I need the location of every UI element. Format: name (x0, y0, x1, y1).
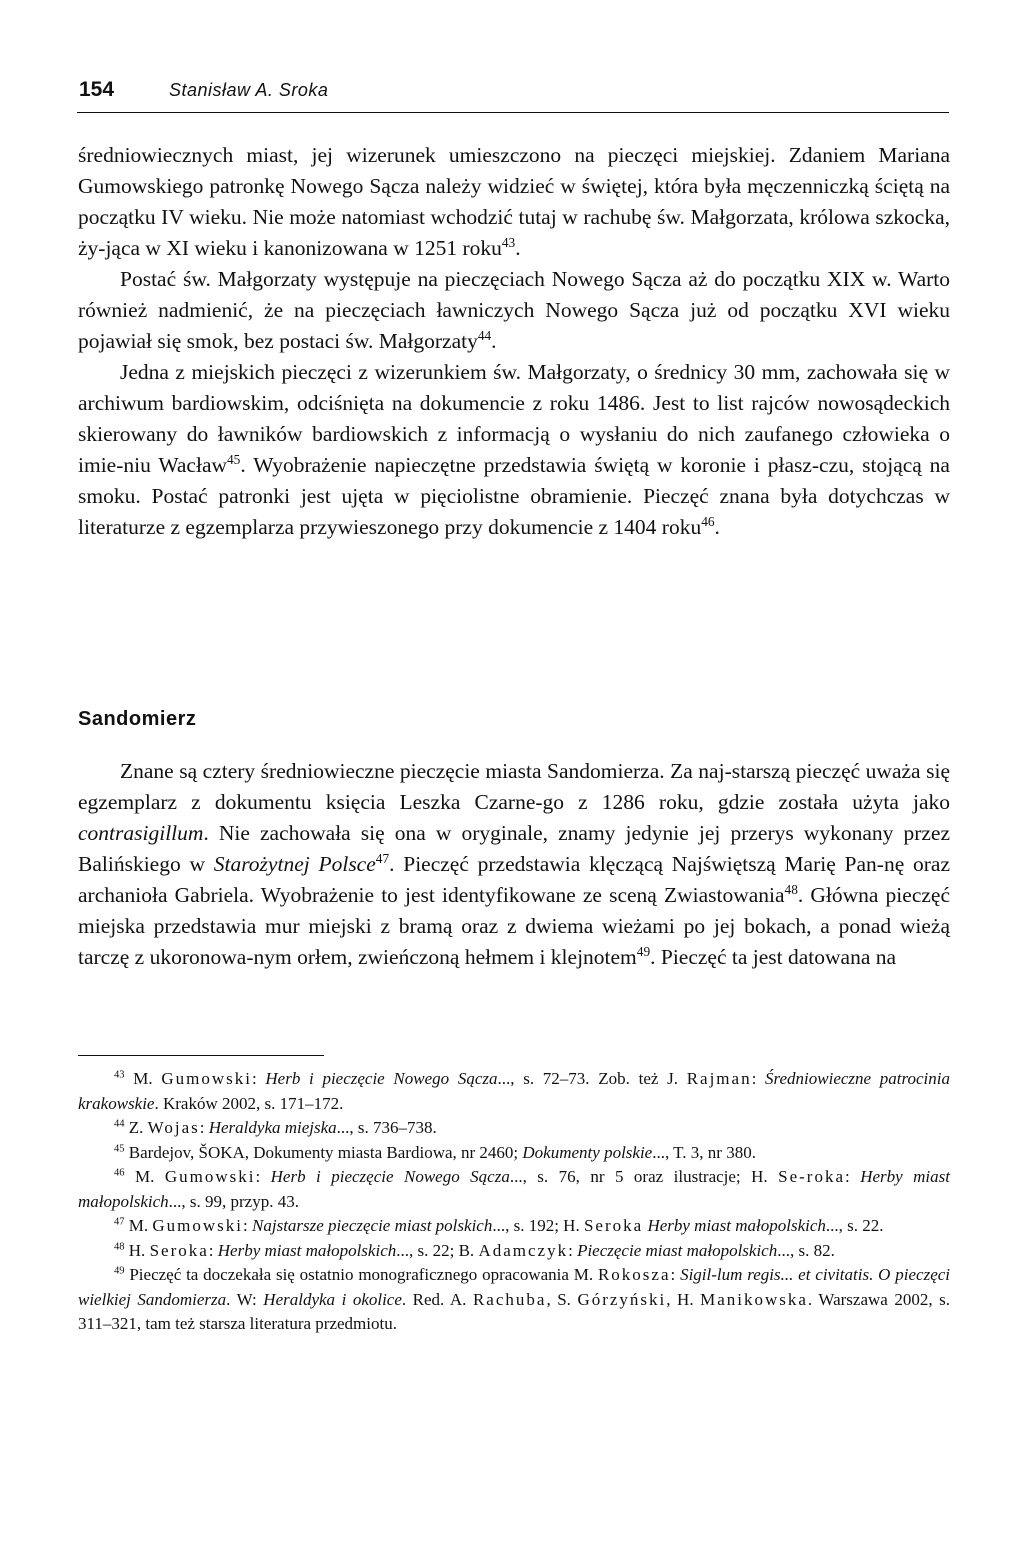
author-name: Rokosza (597, 1265, 671, 1284)
paragraph (78, 140, 950, 264)
text-run: Znane są cztery średniowieczne pieczęcie miasta Sandomierza. Za naj-starszą pieczęć uważa się egzemplarz z dokumentu księcia Leszka Czarne-go z 1286 roku, gdzie została użyta jako (78, 759, 950, 814)
text-run: Pieczęć ta doczekała się ostatnio monograficznego opracowania M. (124, 1265, 598, 1284)
work-title: Heraldyka miejska (208, 1118, 337, 1137)
text-run: , H. (666, 1289, 701, 1309)
text-run: ..., s. 192; H. (492, 1216, 584, 1235)
work-title: Herb i pieczęcie Nowego Sącza (270, 1167, 510, 1186)
text-run: : (251, 1069, 266, 1088)
footnote-number: 49 (114, 1265, 125, 1277)
text-run: : (255, 1167, 271, 1186)
text-run: . (491, 329, 497, 353)
footnote-ref[interactable]: 43 (501, 234, 516, 250)
author-name: Górzyński (577, 1289, 667, 1309)
footnote-ref[interactable]: 45 (227, 451, 241, 467)
footnote-divider (78, 1055, 324, 1056)
footnote-number: 44 (114, 1118, 125, 1130)
italic-term: contrasigillum (78, 821, 204, 845)
work-title: Herb i pieczęcie Nowego Sącza (265, 1069, 498, 1088)
text-run: : (243, 1216, 253, 1235)
text-run: . Wyobrażenie napieczętne przedstawia świętą w koronie i płasz-czu, stojącą na smoku. Postać patronki jest ujęta w pięciolistne obramienie. Pieczęć znana była dotychczas w literaturze z egzemplarza przywieszonego przy dokumencie z 1404 roku (78, 453, 950, 539)
footnote-48 (78, 1239, 950, 1264)
work-title: Dokumenty polskie (522, 1142, 653, 1162)
author-name: Rajman (686, 1069, 752, 1088)
work-title: Heraldyka i okolice (263, 1289, 402, 1309)
text-run: . Kraków 2002, s. 171–172. (154, 1093, 344, 1113)
body-text-bottom (78, 756, 950, 973)
text-run: : (751, 1069, 766, 1088)
author-name: Gumowski (164, 1167, 256, 1186)
footnote-number: 45 (114, 1142, 125, 1154)
footnote-ref[interactable]: 49 (636, 943, 651, 959)
text-run: ..., s. 22; B. (396, 1240, 479, 1260)
running-author: Stanisław A. Sroka (169, 80, 329, 100)
text-run: Postać św. Małgorzaty występuje na pieczęciach Nowego Sącza aż do początku XIX w. Warto również nadmienić, że na pieczęciach ławniczych Nowego Sącza już od początku XVI wieku pojawiał się smok, bez postaci św. Małgorzaty (78, 267, 950, 353)
footnote-ref[interactable]: 47 (375, 850, 390, 866)
footnote-number: 47 (114, 1216, 125, 1228)
footnote-ref[interactable]: 46 (701, 513, 715, 529)
text-run: . Pieczęć ta jest datowana na (650, 945, 897, 969)
text-run: ..., s. 22. (825, 1216, 884, 1235)
author-name: Rachuba (472, 1289, 547, 1309)
text-run: . Główna pieczęć miejska przedstawia mur miejski z bramą oraz z dwiema wieżami po jej bokach, a ponad wieżą tarczę z ukoronowa-nym orłem, zwieńczoną hełmem i klejnotem (78, 883, 950, 969)
author-name: Adamczyk (478, 1240, 569, 1260)
author-name: Gumowski (152, 1216, 244, 1235)
footnote-49 (78, 1263, 950, 1337)
footnote-47 (78, 1214, 950, 1239)
author-name: Seroka (583, 1216, 644, 1235)
author-name: Manikowska (700, 1289, 808, 1309)
text-run: ..., s. 99, przyp. 43. (168, 1191, 299, 1211)
page-number: 154 (79, 78, 115, 101)
paragraph (78, 264, 950, 357)
footnote-ref[interactable]: 44 (477, 327, 492, 343)
text-run: ..., s. 82. (777, 1240, 835, 1260)
text-run: : (208, 1240, 218, 1260)
work-title: Sigil-lum regis... et civitatis. O pieczęci wielkiej Sandomierza (78, 1265, 951, 1309)
body-text-top (78, 140, 950, 543)
footnote-ref[interactable]: 48 (784, 881, 798, 897)
text-run: M. (124, 1216, 153, 1235)
footnote-number: 46 (114, 1167, 125, 1179)
author-name: Gumowski (161, 1069, 252, 1088)
text-run: ..., s. 736–738. (336, 1118, 437, 1137)
author-name: Se-roka (778, 1167, 845, 1186)
work-title: Pieczęcie miast małopolskich (577, 1240, 778, 1260)
text-run: , S. (546, 1289, 578, 1309)
work-title: Najstarsze pieczęcie miast polskich (252, 1216, 493, 1235)
footnote-44 (78, 1116, 950, 1141)
text-run: . Nie zachowała się ona w oryginale, znamy jedynie jej przerys wykonany przez Balińskiego w (78, 821, 950, 876)
work-title: Herby miast małopolskich (78, 1167, 950, 1211)
text-run: : (845, 1167, 861, 1186)
work-title: Średniowieczne patrocinia krakowskie (78, 1069, 950, 1113)
running-head (77, 78, 949, 113)
footnote-46 (78, 1165, 950, 1214)
text-run: . Warszawa 2002, s. 311–321, tam też starsza literatura przedmiotu. (78, 1289, 950, 1333)
italic-title: Starożytnej Polsce (213, 852, 376, 876)
text-run: ..., s. 76, nr 5 oraz ilustracje; H. (509, 1167, 779, 1186)
text-run: . (714, 515, 720, 539)
text-run: ..., T. 3, nr 380. (652, 1142, 756, 1162)
text-run: : (199, 1118, 209, 1137)
text-run: Bardejov, ŠOKA, Dokumenty miasta Bardiowa, nr 2460; (124, 1142, 523, 1162)
work-title: Herby miast małopolskich (217, 1240, 397, 1260)
text-run: . Pieczęć przedstawia klęczącą Najświętszą Marię Pan-nę oraz archanioła Gabriela. Wyobrażenie to jest identyfikowane ze sceną Zwiastowania (78, 852, 950, 907)
text-run: : (568, 1240, 578, 1260)
author-name: Wojas (147, 1118, 200, 1137)
text-run: M. (124, 1069, 162, 1088)
text-run: . (515, 236, 521, 260)
text-run: M. (124, 1167, 165, 1186)
text-run: średniowiecznych miast, jej wizerunek umieszczono na pieczęci miejskiej. Zdaniem Mariana Gumowskiego patronkę Nowego Sącza należy widzieć w świętej, która była męczenniczką ściętą na początku IV wieku. Nie może natomiast wchodzić tutaj w rachubę św. Małgorzata, królowa szkocka, ży-jąca w XI wieku i kanonizowana w 1251 roku (78, 143, 950, 260)
paragraph (78, 357, 950, 543)
footnote-45 (78, 1141, 950, 1166)
footnotes (78, 1067, 950, 1337)
footnote-number: 43 (114, 1069, 125, 1081)
footnote-43 (78, 1067, 950, 1116)
text-run: H. (124, 1240, 150, 1260)
text-run: . Red. A. (401, 1289, 473, 1309)
work-title: Herby miast małopolskich (647, 1216, 826, 1235)
text-run: Z. (124, 1118, 148, 1137)
author-name: Seroka (149, 1240, 209, 1260)
text-run: : (670, 1265, 681, 1284)
text-run: Jedna z miejskich pieczęci z wizerunkiem św. Małgorzaty, o średnicy 30 mm, zachowała się w archiwum bardiowskim, odciśnięta na dokumencie z roku 1486. Jest to list rajców nowosądeckich skierowany do ławników bardiowskich z informacją o wysłaniu do nich zaufanego człowieka o imie-niu Wacław (78, 360, 950, 477)
section-heading: Sandomierz (78, 708, 197, 730)
text-run: ..., s. 72–73. Zob. też J. (497, 1069, 687, 1088)
text-run: . W: (226, 1289, 264, 1309)
footnote-number: 48 (114, 1240, 125, 1252)
paragraph (78, 756, 950, 973)
